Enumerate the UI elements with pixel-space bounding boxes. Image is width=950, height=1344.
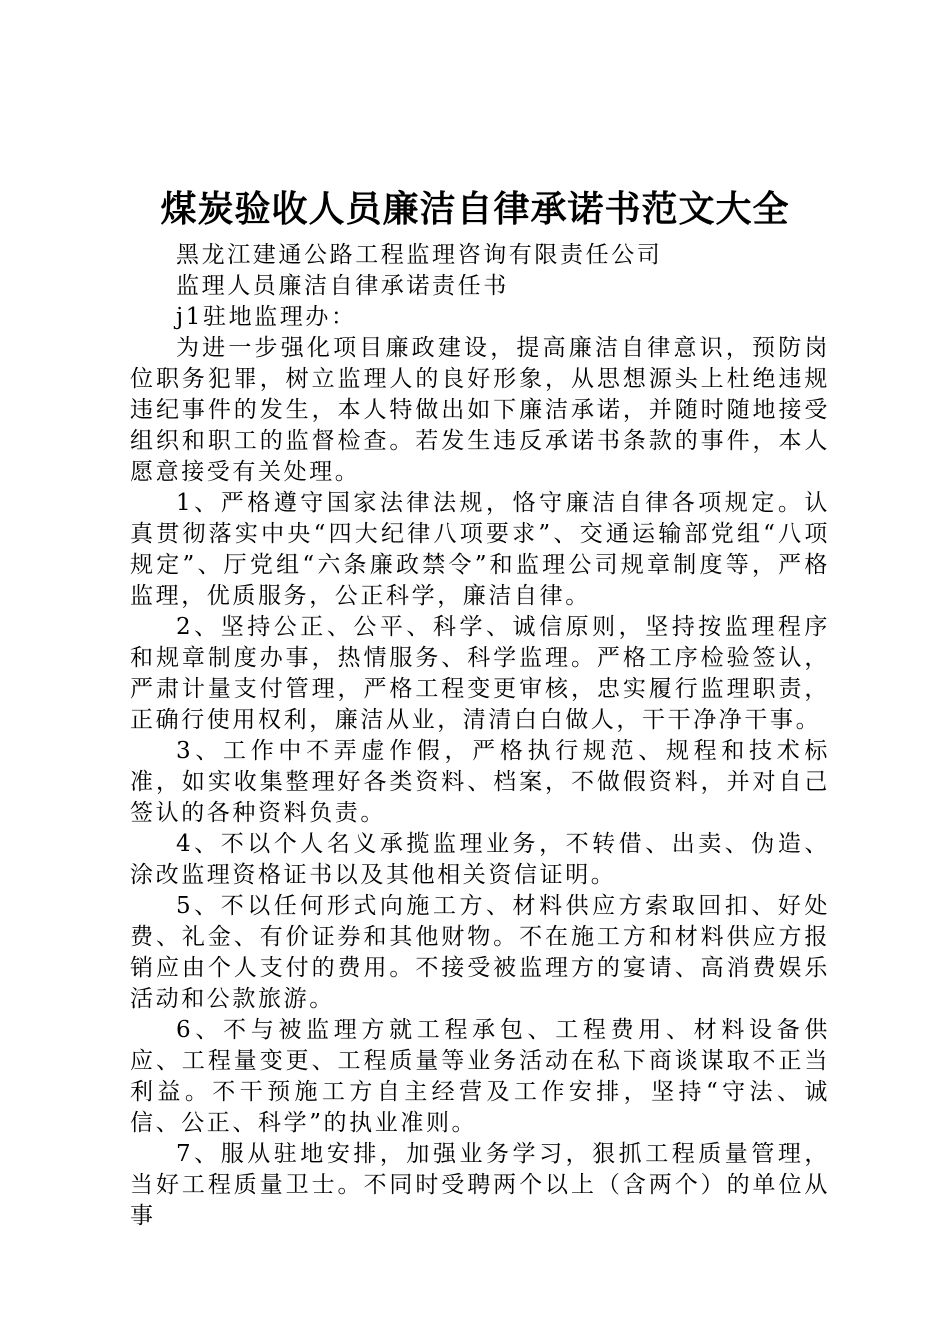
document-body — [130, 240, 830, 1232]
company-name: 黑龙江建通公路工程监理咨询有限责任公司 — [176, 242, 663, 268]
paragraph-item-1: 1、严格遵守国家法律法规，恪守廉洁自律各项规定。认真贯彻落实中央“四大纪律八项要求”、交通运输部党组“八项规定”、厅党组“六条廉政禁令”和监理公司规章制度等，严格监理，优质服务，公正科学，廉洁自律。 — [130, 490, 830, 609]
document-title: 煤炭验收人员廉洁自律承诺书范文大全 — [160, 188, 790, 230]
paragraph-item-5: 5、不以任何形式向施工方、材料供应方索取回扣、好处费、礼金、有价证券和其他财物。不在施工方和材料供应方报销应由个人支付的费用。不接受被监理方的宴请、高消费娱乐活动和公款旅游。 — [130, 893, 830, 1012]
document-name: 监理人员廉洁自律承诺责任书 — [176, 273, 509, 299]
paragraph-item-4: 4、不以个人名义承揽监理业务，不转借、出卖、伪造、涂改监理资格证书以及其他相关资信证明。 — [130, 831, 830, 888]
addressee: j1驻地监理办： — [176, 304, 357, 330]
paragraph-item-3: 3、工作中不弄虚作假，严格执行规范、规程和技术标准，如实收集整理好各类资料、档案，不做假资料，并对自己签认的各种资料负责。 — [130, 738, 830, 826]
paragraph-item-2: 2、坚持公正、公平、科学、诚信原则，坚持按监理程序和规章制度办事，热情服务、科学监理。严格工序检验签认，严肃计量支付管理，严格工程变更审核，忠实履行监理职责，正确行使用权利，廉洁从业，清清白白做人，干干净净干事。 — [130, 614, 830, 733]
paragraph-intro: 为进一步强化项目廉政建设，提高廉洁自律意识，预防岗位职务犯罪，树立监理人的良好形象，从思想源头上杜绝违规违纪事件的发生，本人特做出如下廉洁承诺，并随时随地接受组织和职工的监督检查。若发生违反承诺书条款的事件，本人愿意接受有关处理。 — [130, 335, 830, 485]
paragraph-item-7: 7、服从驻地安排，加强业务学习，狠抓工程质量管理，当好工程质量卫士。不同时受聘两个以上（含两个）的单位从事 — [130, 1141, 830, 1229]
paragraph-item-6: 6、不与被监理方就工程承包、工程费用、材料设备供应、工程量变更、工程质量等业务活动在私下商谈谋取不正当利益。不干预施工方自主经营及工作安排，坚持“守法、诚信、公正、科学”的执业准则。 — [130, 1017, 830, 1136]
